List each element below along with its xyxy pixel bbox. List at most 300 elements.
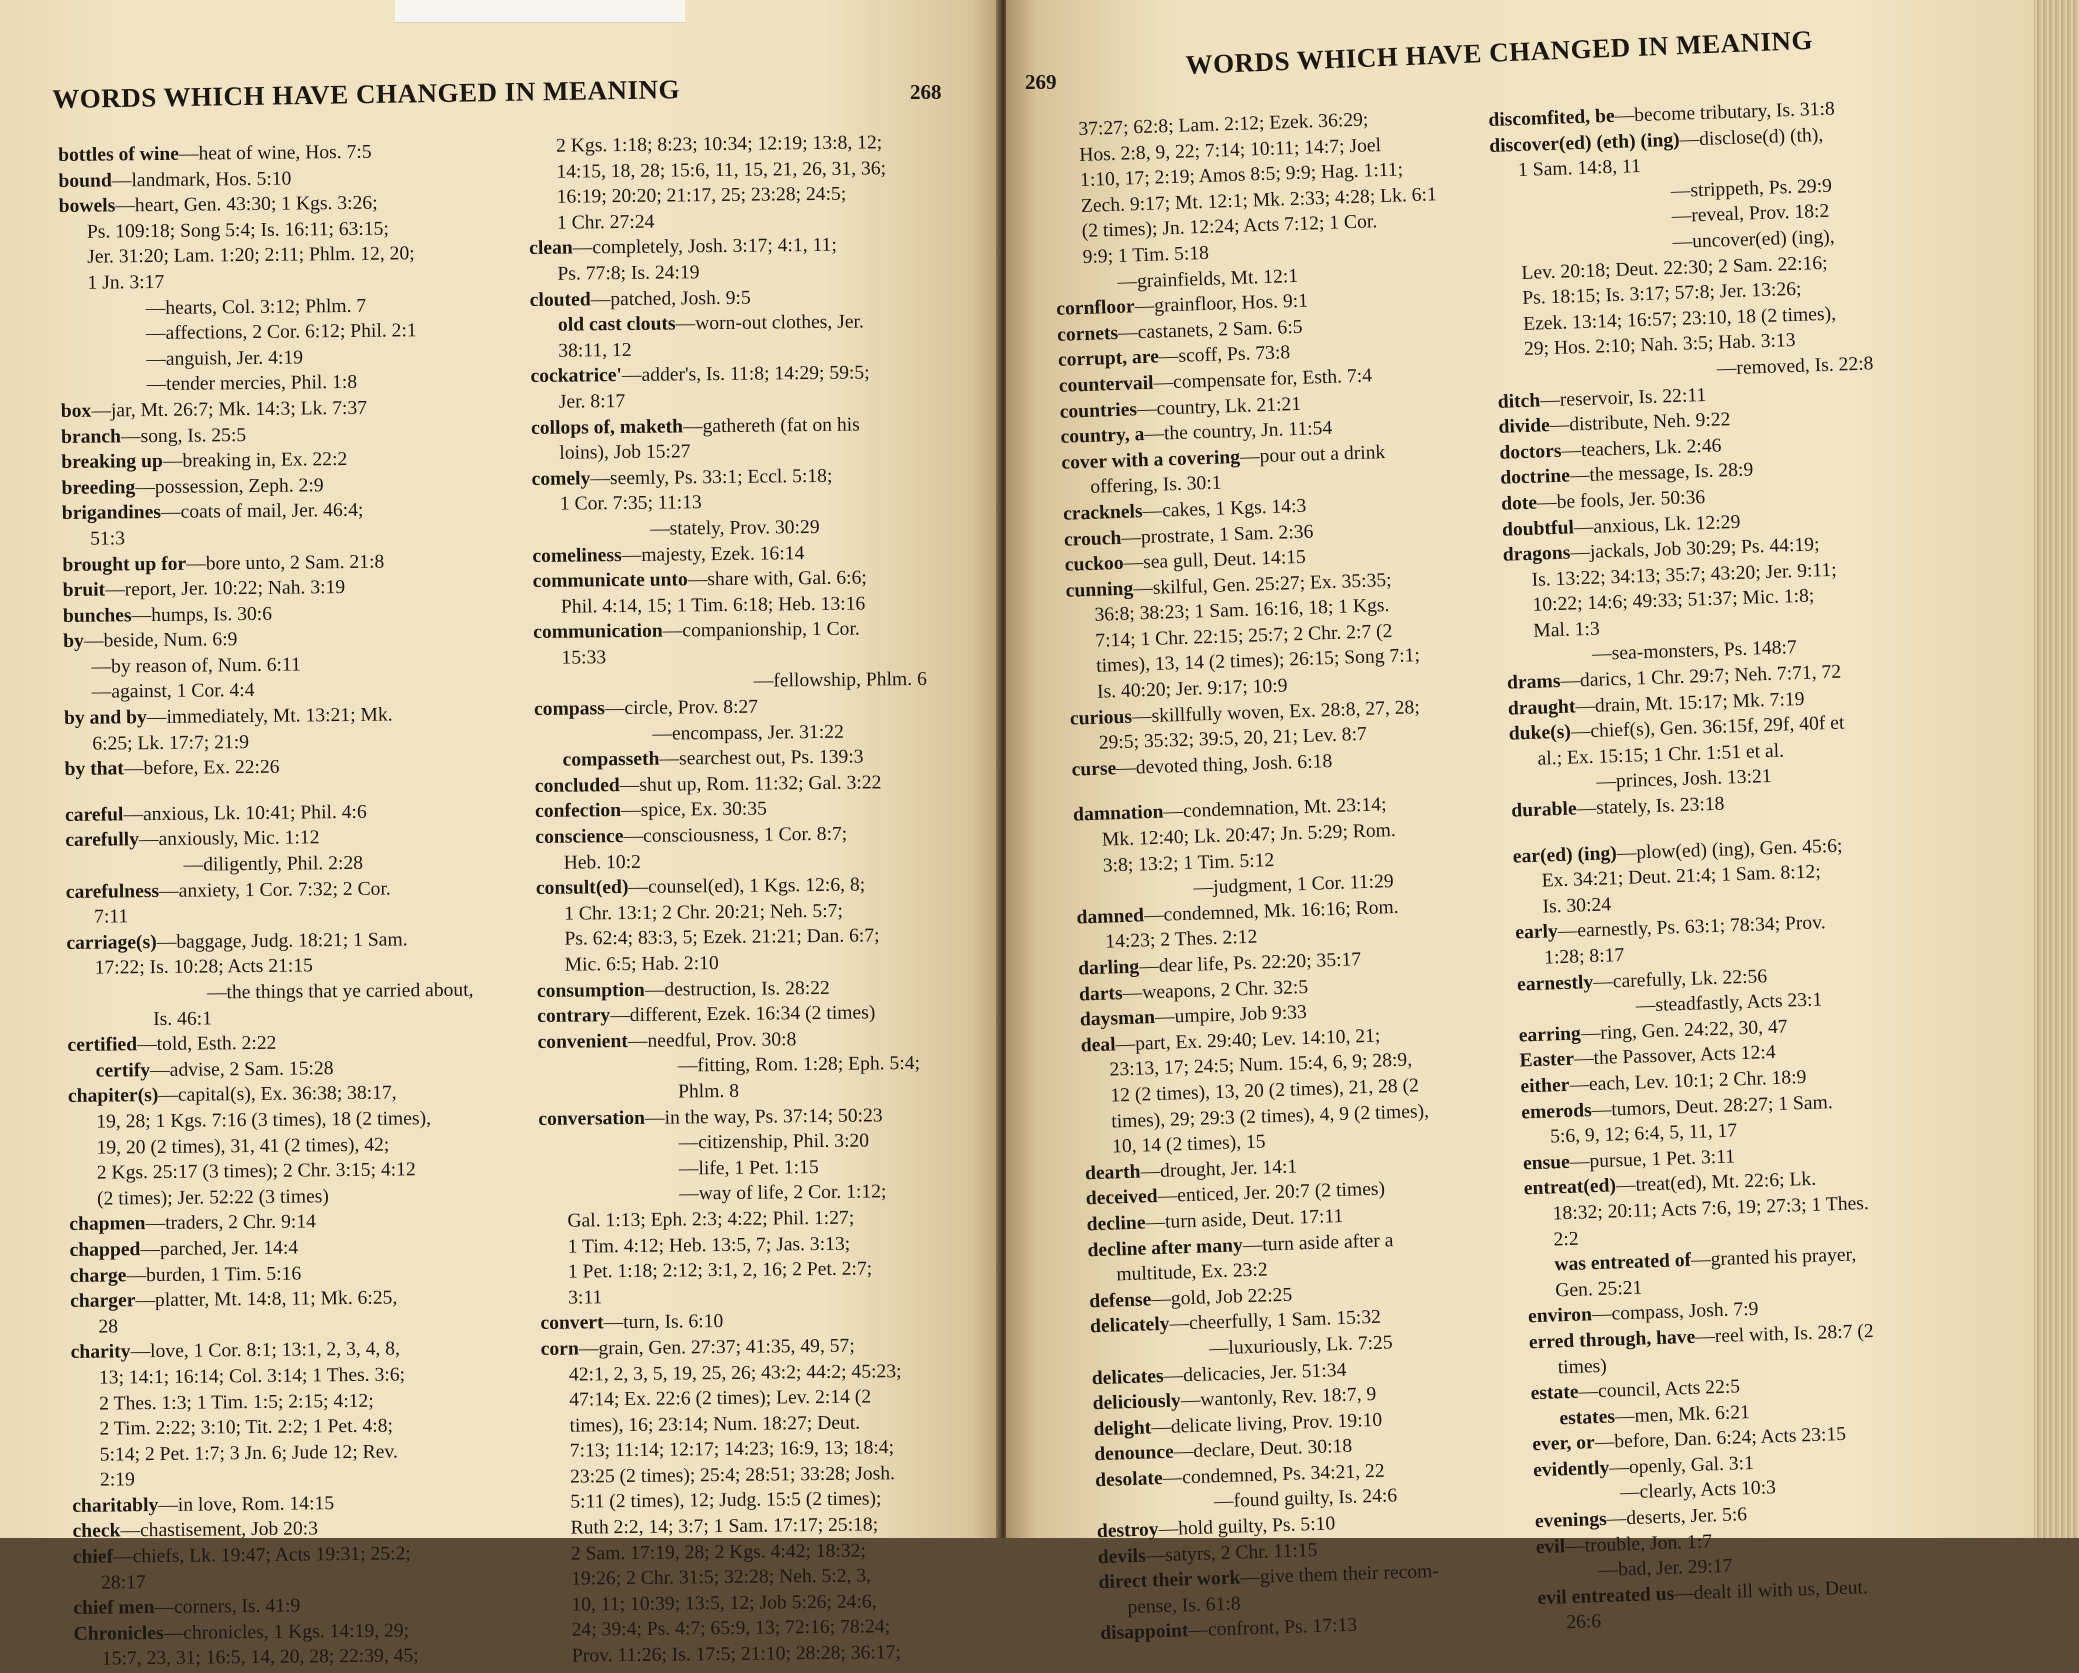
definition-text: —delicacies, Jer. 51:34: [1163, 1359, 1347, 1387]
definition-text: 37:27; 62:8; Lam. 2:12; Ezek. 36:29;: [1078, 109, 1369, 141]
definition-text: —share with, Gal. 6:6;: [687, 567, 867, 591]
definition-text: —confront, Ps. 17:13: [1188, 1615, 1358, 1642]
headword: doubtful: [1501, 516, 1575, 541]
definition-text: 42:1, 2, 3, 5, 19, 25, 26; 43:2; 44:2; 45:23;: [568, 1360, 902, 1386]
definition-text: 51:3: [90, 528, 126, 550]
definition-text: —distribute, Neh. 9:22: [1549, 409, 1731, 437]
headword: bruit: [62, 579, 106, 602]
definition-text: Ps. 109:18; Song 5:4; Is. 16:11; 63:15;: [86, 218, 389, 243]
definition-text: 2 Sam. 17:19, 28; 2 Kgs. 4:42; 18:32;: [570, 1540, 866, 1565]
glossary-continuation: [68, 1106, 475, 1136]
headword: corrupt, are: [1057, 346, 1160, 372]
definition-text: —teachers, Lk. 2:46: [1561, 435, 1722, 462]
headword: chapiter(s): [67, 1085, 159, 1108]
headword: chief men: [73, 1597, 155, 1620]
definition-text: 1 Pet. 1:18; 2:12; 3:1, 2, 16; 2 Pet. 2:7;: [567, 1258, 873, 1283]
definition-text: al.; Ex. 15:15; 1 Chr. 1:51 et al.: [1537, 740, 1785, 770]
definition-text: —carefully, Lk. 22:56: [1592, 965, 1768, 993]
glossary-column: [528, 130, 937, 1670]
headword: conscience: [535, 826, 624, 848]
left-page: [0, 0, 1002, 1671]
definition-text: times), 13, 14 (2 times); 26:15; Song 7:1;: [1095, 645, 1421, 678]
definition-text: —grainfloor, Hos. 9:1: [1134, 290, 1309, 318]
definition-text: Mk. 12:40; Lk. 20:47; Jn. 5:29; Rom.: [1101, 819, 1397, 851]
headword: consumption: [536, 979, 645, 1002]
definition-text: 1 Sam. 14:8, 11: [1517, 156, 1642, 182]
headword: certified: [67, 1034, 138, 1057]
glossary-column: [1488, 96, 1915, 1638]
definition-text: —uncover(ed) (ing),: [1672, 226, 1835, 253]
definition-text: —trouble, Jon. 1:7: [1564, 1531, 1713, 1557]
definition-text: 2 Kgs. 25:17 (3 times); 2 Chr. 3:15; 4:12: [96, 1159, 416, 1184]
definition-text: —turn aside, Deut. 17:11: [1145, 1205, 1344, 1234]
headword: carriage(s): [66, 931, 157, 954]
headword: earring: [1518, 1023, 1582, 1047]
definition-text: 19:26; 2 Chr. 31:5; 32:28; Neh. 5:2, 3,: [571, 1565, 872, 1590]
definition-text: —affections, 2 Cor. 6:12; Phil. 2:1: [145, 320, 417, 345]
definition-text: —parched, Jer. 14:4: [140, 1237, 299, 1261]
definition-text: 2 Thes. 1:3; 1 Tim. 1:5; 2:15; 4:12;: [99, 1390, 374, 1415]
headword: chapmen: [69, 1213, 146, 1236]
running-head: WORDS WHICH HAVE CHANGED IN MEANING: [1185, 24, 1814, 80]
glossary-continuation: [59, 241, 466, 271]
definition-text: 15:33: [561, 647, 607, 669]
definition-text: 17:22; Is. 10:28; Acts 21:15: [94, 955, 314, 980]
definition-text: —delicate living, Prov. 19:10: [1150, 1409, 1383, 1439]
headword: doctors: [1499, 440, 1562, 464]
definition-text: —darics, 1 Chr. 29:7; Neh. 7:71, 72: [1560, 661, 1842, 692]
glossary-continuation: [542, 1435, 935, 1465]
glossary-continuation: [60, 318, 467, 348]
definition-text: 5:6, 9, 12; 6:4, 5, 11, 17: [1549, 1120, 1738, 1148]
definition-text: —weapons, 2 Chr. 32:5: [1122, 976, 1309, 1004]
headword: breeding: [61, 476, 136, 499]
definition-text: 1:28; 8:17: [1543, 944, 1625, 969]
definition-text: 23:25 (2 times); 25:4; 28:51; 33:28; Josh.: [569, 1463, 896, 1488]
definition-text: —turn aside after a: [1242, 1229, 1394, 1256]
headword: brigandines: [61, 502, 162, 525]
definition-text: —tender mercies, Phil. 1:8: [146, 372, 358, 396]
definition-text: —plow(ed) (ing), Gen. 45:6;: [1616, 835, 1843, 864]
headword: delicately: [1089, 1314, 1170, 1338]
glossary-continuation: [67, 978, 474, 1008]
headword: bunches: [62, 604, 132, 627]
definition-text: Ps. 62:4; 83:3, 5; Ezek. 21:21; Dan. 6:7;: [564, 925, 880, 951]
definition-text: 3:8; 13:2; 1 Tim. 5:12: [1102, 849, 1275, 877]
definition-text: —pour out a drink: [1239, 441, 1386, 468]
headword: darling: [1077, 956, 1140, 980]
definition-text: —heart, Gen. 43:30; 1 Kgs. 3:26;: [115, 192, 378, 217]
definition-text: —stately, Prov. 30:29: [650, 516, 820, 540]
definition-text: —different, Ezek. 16:34 (2 times): [610, 1002, 876, 1027]
headword: Chronicles: [73, 1622, 164, 1645]
definition-text: —turn, Is. 6:10: [603, 1311, 724, 1334]
definition-text: 26:6: [1565, 1611, 1602, 1634]
definition-text: —become tributary, Is. 31:8: [1614, 98, 1836, 127]
glossary-continuation: [539, 1179, 932, 1209]
headword: bowels: [58, 195, 116, 218]
definition-text: —landmark, Hos. 5:10: [111, 168, 292, 192]
definition-text: —umpire, Job 9:33: [1154, 1002, 1308, 1029]
headword: environ: [1527, 1304, 1593, 1328]
definition-text: —treat(ed), Mt. 22:6; Lk.: [1615, 1169, 1817, 1197]
glossary-continuation: [528, 130, 921, 160]
paper-slip: [395, 0, 685, 23]
headword: damnation: [1072, 802, 1164, 827]
definition-text: times), 16; 23:14; Num. 18:27; Deut.: [569, 1412, 861, 1437]
definition-text: —beside, Num. 6:9: [83, 629, 238, 653]
headword: chief: [72, 1546, 114, 1568]
definition-text: —by reason of, Num. 6:11: [91, 654, 301, 678]
definition-text: 28: [98, 1316, 119, 1338]
page-edges: [2034, 0, 2079, 1538]
headword: charger: [70, 1290, 136, 1313]
definition-text: —tumors, Deut. 28:27; 1 Sam.: [1591, 1091, 1833, 1121]
definition-text: —removed, Is. 22:8: [1716, 353, 1874, 380]
definition-text: loins), Job 15:27: [559, 441, 691, 464]
headword: concluded: [534, 774, 620, 797]
headword: contrary: [537, 1005, 611, 1028]
definition-text: Jer. 31:20; Lam. 1:20; 2:11; Phlm. 12, 20;: [87, 243, 415, 269]
definition-text: 5:14; 2 Pet. 1:7; 3 Jn. 6; Jude 12; Rev.: [99, 1441, 398, 1466]
definition-text: —wantonly, Rev. 18:7, 9: [1180, 1383, 1377, 1412]
headword: ditch: [1497, 389, 1541, 413]
definition-text: —men, Mk. 6:21: [1614, 1401, 1751, 1428]
definition-text: —disclose(d) (th),: [1679, 124, 1824, 151]
definition-text: —breaking in, Ex. 22:2: [162, 449, 348, 473]
definition-text: —granted his prayer,: [1690, 1244, 1857, 1272]
headword: charitably: [72, 1494, 159, 1517]
headword: cunning: [1065, 578, 1134, 602]
definition-text: —stately, Is. 23:18: [1576, 793, 1725, 820]
definition-text: pense, Is. 61:8: [1127, 1593, 1241, 1619]
headword: Easter: [1519, 1049, 1575, 1072]
definition-text: —steadfastly, Acts 23:1: [1635, 989, 1823, 1017]
definition-text: —devoted thing, Josh. 6:18: [1115, 750, 1333, 779]
definition-text: —anxiously, Mic. 1:12: [138, 827, 320, 851]
definition-text: 1 Chr. 27:24: [556, 211, 655, 234]
definition-text: —in the way, Ps. 37:14; 50:23: [644, 1104, 883, 1129]
definition-text: 19, 28; 1 Kgs. 7:16 (3 times), 18 (2 times),: [96, 1108, 432, 1133]
glossary-column: [1050, 105, 1484, 1647]
headword: by that: [64, 758, 125, 781]
definition-text: 3:11: [568, 1287, 603, 1309]
headword: clean: [529, 237, 573, 260]
headword: breaking up: [61, 451, 163, 474]
definition-text: —before, Ex. 22:26: [123, 756, 280, 780]
headword: discover(ed) (eth) (ing): [1488, 129, 1680, 157]
definition-text: —ring, Gen. 24:22, 30, 47: [1580, 1016, 1788, 1045]
definition-text: —completely, Josh. 3:17; 4:1, 11;: [572, 235, 837, 259]
headword: evidently: [1532, 1457, 1610, 1482]
definition-text: Zech. 9:17; Mt. 12:1; Mk. 2:33; 4:28; Lk. 6:1: [1080, 184, 1438, 217]
definition-text: —country, Lk. 21:21: [1136, 393, 1302, 420]
headword: estates: [1559, 1406, 1616, 1430]
definition-text: Ps. 77:8; Is. 24:19: [557, 262, 700, 285]
definition-text: —traders, 2 Chr. 9:14: [145, 1211, 316, 1235]
headword: decline after many: [1087, 1234, 1244, 1261]
definition-text: —corners, Is. 41:9: [154, 1595, 301, 1619]
definition-text: times): [1557, 1355, 1608, 1378]
definition-text: —condemned, Ps. 34:21, 22: [1162, 1460, 1385, 1489]
definition-text: —fellowship, Phlm. 6: [753, 669, 927, 693]
definition-text: —reveal, Prov. 18:2: [1671, 201, 1830, 228]
headword: old cast clouts: [557, 313, 676, 336]
definition-text: —prostrate, 1 Sam. 2:36: [1120, 521, 1314, 549]
definition-text: —possession, Zeph. 2:9: [135, 474, 324, 498]
headword: countries: [1059, 398, 1138, 423]
headword: emerods: [1520, 1099, 1593, 1124]
glossary-entry: [535, 770, 928, 800]
definition-text: 16:19; 20:20; 21:17, 25; 23:28; 24:5;: [556, 183, 847, 208]
headword: box: [60, 400, 92, 422]
definition-text: 5:11 (2 times), 12; Judg. 15:5 (2 times);: [570, 1488, 882, 1514]
headword: either: [1520, 1074, 1570, 1098]
definition-text: —adder's, Is. 11:8; 14:29; 59:5;: [621, 362, 870, 387]
headword: defense: [1088, 1289, 1152, 1313]
definition-text: 13; 14:1; 16:14; Col. 3:14; 1 Thes. 3:6;: [98, 1364, 406, 1389]
definition-text: —counsel(ed), 1 Kgs. 12:6, 8;: [628, 874, 866, 899]
headword: conversation: [538, 1107, 646, 1130]
definition-text: Hos. 2:8, 9, 22; 7:14; 10:11; 14:7; Joel: [1078, 134, 1382, 166]
definition-text: —chronicles, 1 Kgs. 14:19, 29;: [163, 1620, 410, 1644]
definition-text: offering, Is. 30:1: [1089, 472, 1222, 499]
definition-text: 10:22; 14:6; 49:33; 51:37; Mic. 1:8;: [1532, 585, 1815, 617]
glossary-continuation: [528, 155, 921, 185]
definition-text: —found guilty, Is. 24:6: [1213, 1485, 1398, 1513]
definition-text: 6:25; Lk. 17:7; 21:9: [92, 731, 250, 755]
headword: convenient: [537, 1030, 628, 1053]
definition-text: —capital(s), Ex. 36:38; 38:17,: [158, 1082, 397, 1107]
definition-text: Ex. 34:21; Deut. 21:4; 1 Sam. 8:12;: [1541, 861, 1822, 892]
definition-text: —chastisement, Job 20:3: [120, 1518, 319, 1542]
headword: comely: [531, 468, 591, 490]
definition-text: Phlm. 8: [677, 1080, 740, 1103]
definition-text: Is. 30:24: [1542, 894, 1612, 918]
definition-text: 2:19: [99, 1469, 135, 1491]
definition-text: —searchest out, Ps. 139:3: [659, 746, 864, 770]
definition-text: 14:23; 2 Thes. 2:12: [1105, 926, 1258, 954]
headword: curse: [1071, 758, 1117, 781]
definition-text: —earnestly, Ps. 63:1; 78:34; Prov.: [1557, 912, 1826, 943]
headword: comeliness: [532, 544, 622, 567]
definition-text: Ruth 2:2, 14; 3:7; 1 Sam. 17:17; 25:18;: [570, 1514, 879, 1539]
headword: branch: [60, 425, 122, 448]
headword: deliciously: [1092, 1390, 1182, 1415]
definition-text: —compass, Josh. 7:9: [1591, 1299, 1759, 1326]
definition-text: —report, Jer. 10:22; Nah. 3:19: [105, 577, 346, 601]
definition-text: —consciousness, 1 Cor. 8:7;: [623, 823, 848, 848]
headword: erred through, have: [1528, 1326, 1696, 1354]
definition-text: 2 Tim. 2:22; 3:10; Tit. 2:2; 1 Pet. 4:8;: [99, 1415, 394, 1440]
headword: cockatrice': [530, 365, 623, 388]
headword: carefully: [65, 829, 140, 852]
definition-text: —needful, Prov. 30:8: [627, 1029, 797, 1052]
definition-text: —be fools, Jer. 50:36: [1536, 486, 1706, 514]
headword: duke(s): [1508, 721, 1572, 745]
headword: compasseth: [562, 748, 660, 771]
definition-text: —condemned, Mk. 16:16; Rom.: [1143, 896, 1399, 927]
definition-text: —seemly, Ps. 33:1; Eccl. 5:18;: [590, 465, 833, 490]
headword: countervail: [1058, 372, 1154, 397]
definition-text: —clearly, Acts 10:3: [1619, 1477, 1777, 1504]
definition-text: —gold, Job 22:25: [1150, 1284, 1293, 1311]
definition-text: Is. 40:20; Jer. 9:17; 10:9: [1096, 675, 1288, 703]
definition-text: 7:13; 11:14; 12:17; 14:23; 16:9, 13; 18:4;: [569, 1437, 895, 1462]
definition-text: —advise, 2 Sam. 15:28: [149, 1057, 334, 1081]
definition-text: —each, Lev. 10:1; 2 Chr. 18:9: [1569, 1066, 1807, 1096]
definition-text: 1 Jn. 3:17: [87, 271, 165, 294]
headword: bound: [58, 170, 112, 192]
definition-text: —shut up, Rom. 11:32; Gal. 3:22: [619, 772, 882, 796]
definition-text: —coats of mail, Jer. 46:4;: [160, 500, 364, 524]
definition-text: —part, Ex. 29:40; Lev. 14:10, 21;: [1115, 1025, 1381, 1056]
definition-text: 14:15, 18, 28; 15:6, 11, 15, 21, 26, 31, 36;: [556, 157, 887, 183]
definition-text: 10, 14 (2 times), 15: [1111, 1131, 1266, 1158]
definition-text: —cakes, 1 Kgs. 14:3: [1142, 495, 1307, 523]
headword: direct their work: [1098, 1567, 1241, 1594]
definition-text: 7:14; 1 Chr. 22:15; 25:7; 2 Chr. 2:7 (2: [1095, 620, 1393, 652]
definition-text: —the country, Jn. 11:54: [1144, 417, 1333, 446]
definition-text: —anxious, Lk. 12:29: [1573, 511, 1741, 538]
definition-text: Phil. 4:14, 15; 1 Tim. 6:18; Heb. 13:16: [560, 593, 866, 618]
definition-text: —castanets, 2 Sam. 6:5: [1117, 316, 1303, 344]
headword: curious: [1069, 706, 1133, 730]
definition-text: —in love, Rom. 14:15: [158, 1493, 335, 1516]
definition-text: 24; 39:4; Ps. 4:7; 65:9, 13; 72:16; 78:24;: [571, 1616, 891, 1642]
headword: cornfloor: [1056, 296, 1136, 321]
definition-text: —anxious, Lk. 10:41; Phil. 4:6: [123, 801, 367, 826]
headword: consult(ed): [535, 877, 629, 900]
headword: careful: [64, 804, 124, 826]
definition-text: —satyrs, 2 Chr. 11:15: [1145, 1539, 1318, 1567]
definition-text: —hearts, Col. 3:12; Phlm. 7: [145, 295, 367, 319]
definition-text: —majesty, Ezek. 16:14: [621, 542, 805, 566]
definition-text: —bore unto, 2 Sam. 21:8: [186, 551, 385, 575]
headword: country, a: [1060, 424, 1145, 448]
definition-text: —against, 1 Cor. 4:4: [91, 680, 255, 704]
headword: cover with a covering: [1061, 446, 1241, 474]
glossary-entry: [533, 565, 926, 595]
definition-text: multitude, Ex. 23:2: [1116, 1259, 1268, 1286]
definition-text: —bad, Jer. 29:17: [1598, 1555, 1733, 1582]
definition-text: —citizenship, Phil. 3:20: [678, 1130, 870, 1154]
definition-text: 29:5; 35:32; 39:5, 20, 21; Lev. 8:7: [1098, 724, 1368, 754]
definition-text: 23:13, 17; 24:5; Num. 15:4, 6, 9; 28:9,: [1109, 1049, 1413, 1081]
headword: delicates: [1091, 1365, 1164, 1389]
definition-text: —platter, Mt. 14:8, 11; Mk. 6:25,: [135, 1287, 398, 1312]
glossary-entry: [538, 1102, 931, 1132]
headword: evenings: [1534, 1508, 1608, 1533]
headword: entreat(ed): [1523, 1175, 1617, 1200]
definition-text: —the Passover, Acts 12:4: [1573, 1042, 1776, 1071]
definition-text: Mal. 1:3: [1533, 618, 1601, 642]
glossary-column: [58, 139, 481, 1673]
definition-text: —scoff, Ps. 73:8: [1158, 342, 1291, 368]
definition-text: 47:14; Ex. 22:6 (2 times); Lev. 2:14 (2: [569, 1386, 872, 1411]
headword: chapped: [69, 1239, 141, 1261]
headword: cuckoo: [1064, 552, 1124, 576]
definition-text: —cheerfully, 1 Sam. 15:32: [1169, 1307, 1382, 1336]
definition-text: —pursue, 1 Pet. 3:11: [1569, 1146, 1736, 1173]
headword: compass: [533, 698, 605, 721]
definition-text: —circle, Prov. 8:27: [604, 696, 759, 720]
definition-text: (2 times); Jer. 52:22 (3 times): [96, 1185, 329, 1210]
definition-text: 15:7, 23, 31; 16:5, 14, 20, 28; 22:39, 45;: [101, 1645, 419, 1671]
definition-text: —luxuriously, Lk. 7:25: [1208, 1332, 1393, 1360]
headword: charge: [69, 1264, 127, 1287]
glossary-entry: [537, 1000, 930, 1030]
headword: communicate unto: [532, 569, 688, 593]
headword: durable: [1510, 798, 1577, 822]
glossary-continuation: [544, 1640, 937, 1670]
definition-text: 9:9; 1 Tim. 5:18: [1082, 242, 1210, 268]
headword: confection: [534, 800, 622, 823]
definition-text: —humps, Is. 30:6: [131, 603, 273, 626]
headword: delight: [1093, 1417, 1152, 1440]
glossary-entry: [530, 360, 923, 390]
definition-text: —council, Acts 22:5: [1578, 1376, 1741, 1403]
headword: crouch: [1063, 527, 1122, 551]
definition-text: —grainfields, Mt. 12:1: [1117, 265, 1299, 293]
headword: earnestly: [1516, 971, 1594, 996]
page-number: 268: [910, 80, 942, 104]
definition-text: —openly, Gal. 3:1: [1609, 1452, 1755, 1479]
definition-text: —drought, Jer. 14:1: [1140, 1156, 1298, 1183]
definition-text: —life, 1 Pet. 1:15: [678, 1156, 819, 1180]
definition-text: —princes, Josh. 13:21: [1596, 766, 1772, 794]
headword: ensue: [1522, 1151, 1571, 1175]
definition-text: —strippeth, Ps. 29:9: [1670, 175, 1833, 202]
definition-text: 1:10, 17; 2:19; Amos 8:5; 9:9; Hag. 1:11;: [1079, 159, 1404, 192]
headword: collops of, maketh: [530, 415, 684, 439]
headword: dragons: [1502, 542, 1571, 566]
definition-text: —immediately, Mt. 13:21; Mk.: [146, 704, 393, 729]
glossary-continuation: [542, 1512, 935, 1542]
definition-text: —chiefs, Lk. 19:47; Acts 19:31; 25:2;: [112, 1543, 411, 1568]
definition-text: Ps. 18:15; Is. 3:17; 57:8; Jer. 13:26;: [1521, 278, 1802, 310]
definition-text: —worn-out clothes, Jer.: [675, 311, 864, 335]
definition-text: Jer. 8:17: [558, 390, 626, 413]
definition-text: —reservoir, Is. 22:11: [1539, 384, 1707, 411]
definition-text: (2 times); Jn. 12:24; Acts 7:12; 1 Cor.: [1081, 211, 1378, 243]
headword: damned: [1076, 905, 1145, 929]
definition-text: Mic. 6:5; Hab. 2:10: [564, 953, 719, 976]
headword: desolate: [1094, 1467, 1163, 1492]
definition-text: —sea gull, Deut. 14:15: [1123, 546, 1307, 574]
headword: by: [63, 631, 85, 653]
headword: disappoint: [1099, 1620, 1189, 1645]
definition-text: 19, 20 (2 times), 31, 41 (2 times), 42;: [96, 1134, 390, 1159]
headword: cornets: [1056, 322, 1119, 346]
definition-text: —skilful, Gen. 25:27; Ex. 35:35;: [1132, 569, 1392, 600]
headword: doctrine: [1499, 465, 1571, 490]
definition-text: 18:32; 20:11; Acts 7:6, 19; 27:3; 1 Thes.: [1552, 1192, 1870, 1225]
headword: discomfited, be: [1488, 105, 1615, 131]
headword: drams: [1506, 670, 1561, 694]
definition-text: 2 Kgs. 1:18; 8:23; 10:34; 12:19; 13:8, 12;: [556, 132, 883, 157]
headword: early: [1515, 921, 1559, 944]
headword: communication: [533, 620, 663, 644]
definition-text: —chief(s), Gen. 36:15f, 29f, 40f et: [1570, 712, 1845, 743]
glossary-continuation: [69, 1157, 476, 1187]
definition-text: Gal. 1:13; Eph. 2:3; 4:22; Phil. 1:27;: [567, 1207, 855, 1232]
definition-text: Ezek. 13:14; 16:57; 23:10, 18 (2 times),: [1522, 303, 1837, 335]
headword: deceived: [1085, 1186, 1159, 1210]
definition-text: —burden, 1 Tim. 5:16: [126, 1263, 302, 1286]
headword: carefulness: [65, 880, 160, 903]
headword: devils: [1097, 1545, 1146, 1568]
